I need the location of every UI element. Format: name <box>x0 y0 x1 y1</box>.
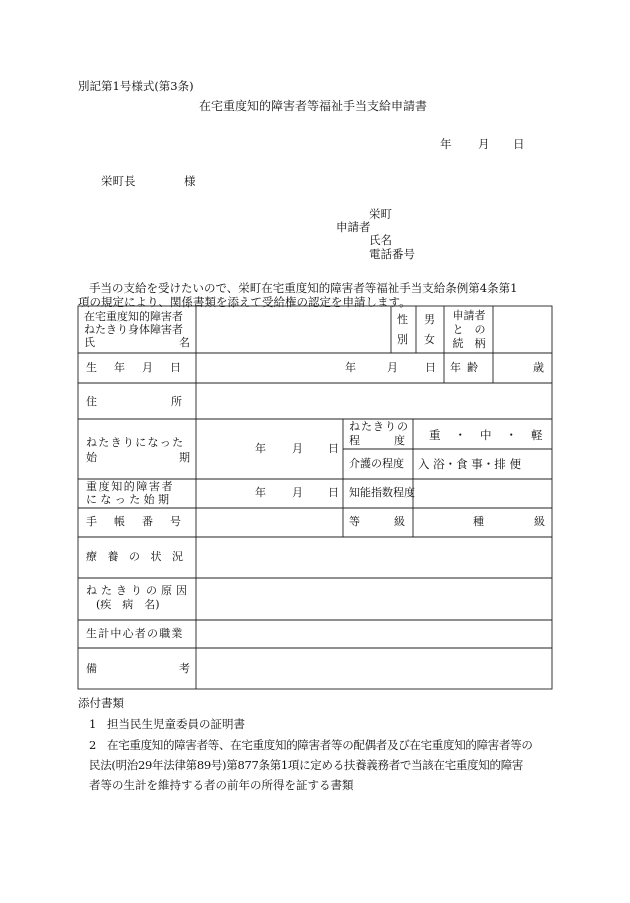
bedridden-start-day: 日 <box>328 442 339 455</box>
attachment-1-number: 1 <box>89 717 97 731</box>
addressee-honorific: 様 <box>184 174 196 188</box>
name-label-mei: 名 <box>179 336 190 349</box>
id-start-month: 月 <box>292 486 303 499</box>
bedridden-start-month: 月 <box>292 442 303 455</box>
sex-label-bottom: 別 <box>397 333 408 346</box>
iq-label: 知能指数程度 <box>349 486 415 499</box>
bedridden-start-year: 年 <box>255 442 266 455</box>
bedridden-start-label-1: ねたきりになった <box>86 436 185 449</box>
grade-unit: 級 <box>394 515 405 528</box>
care-level-label: 介護の程度 <box>349 457 404 470</box>
address-label-text: 住所 <box>86 395 256 408</box>
birth-year-label: 年 <box>345 361 356 374</box>
form-number: 別記第1号様式(第3条) <box>78 79 194 93</box>
remarks-label-2: 考 <box>179 662 190 675</box>
relation-input[interactable] <box>495 308 550 351</box>
degree-options[interactable]: 重・中・軽 <box>429 428 557 442</box>
cause-input[interactable] <box>198 580 550 618</box>
degree-label-3: 度 <box>394 434 405 447</box>
id-start-year: 年 <box>255 486 266 499</box>
attachment-2-number: 2 <box>89 738 97 752</box>
remarks-label-1: 備 <box>86 662 97 675</box>
bedridden-start-label-2: 始 <box>86 451 97 464</box>
attachment-2-line-3: 者等の生計を維持する者の前年の所得を証する書類 <box>89 778 354 792</box>
address-label <box>86 395 256 409</box>
attachment-2-line-1: 在宅重度知的障害者等、在宅重度知的障害者等の配偶者及び在宅重度知的障害者等の <box>107 738 533 752</box>
cause-label-2: (疾 病 名) <box>96 598 160 611</box>
form-title: 在宅重度知的障害者等福祉手当支給申請書 <box>199 99 428 113</box>
sex-option-female[interactable]: 女 <box>424 333 435 346</box>
applicant-name-label: 氏名 <box>369 233 392 247</box>
id-start-label-1: 重度知的障害者 <box>86 480 175 493</box>
id-start-day: 日 <box>328 486 339 499</box>
type-label: 種 <box>473 515 484 528</box>
degree-label-1: ねたきりの <box>349 420 409 433</box>
bedridden-start-label-3: 期 <box>179 451 190 464</box>
applicant-address-prefix: 栄町 <box>369 207 392 221</box>
age-unit: 歳 <box>533 361 544 374</box>
date-month-label: 月 <box>478 137 490 151</box>
name-input[interactable] <box>198 308 388 351</box>
applicant-phone-label: 電話番号 <box>369 247 415 261</box>
id-start-label-2: になった始期 <box>86 493 173 506</box>
birth-date-label <box>86 361 198 375</box>
sex-option-male[interactable]: 男 <box>424 313 435 326</box>
birth-month-label: 月 <box>387 361 398 374</box>
applicant-label: 申請者 <box>336 220 371 234</box>
notebook-number-label: 手帳番号 <box>86 515 198 528</box>
name-label-line-2: ねたきり身体障害者 <box>84 323 183 336</box>
addressee: 栄町長 <box>101 174 136 188</box>
attachment-2-line-2: 民法(明治29年法律第89号)第877条第1項に定める扶養義務者で当該在宅重度知的障害 <box>89 758 524 772</box>
cause-label-1: ねたきりの原因 <box>86 584 191 597</box>
care-status-label: 療養の状況 <box>86 550 194 563</box>
age-label: 年齢 <box>450 361 484 374</box>
date-day-label: 日 <box>513 137 525 151</box>
birth-day-label: 日 <box>425 361 436 374</box>
degree-label-2: 程 <box>349 434 360 447</box>
sex-label-top: 性 <box>397 313 408 326</box>
birth-date-label-text: 生年月日 <box>86 361 198 374</box>
relation-label-2: と の <box>452 323 486 336</box>
intro-line-2: 項の規定により、関係書類を添えて受給権の認定を申請します。 <box>78 295 411 309</box>
grade-label: 等 <box>349 515 360 528</box>
care-status-input[interactable] <box>198 539 550 576</box>
date-year-label: 年 <box>440 137 452 151</box>
intro-line-1: 手当の支給を受けたいので、栄町在宅重度知的障害者等福祉手当支給条例第4条第1 <box>89 281 518 295</box>
type-unit: 級 <box>534 515 545 528</box>
attachment-1-text: 担当民生児童委員の証明書 <box>107 717 245 731</box>
relation-label-1: 申請者 <box>452 309 486 322</box>
care-level-options[interactable]: 入 浴・食 事・排 便 <box>418 457 521 471</box>
application-form-table <box>78 306 557 689</box>
attachments-heading: 添付書類 <box>78 696 124 710</box>
earner-occupation-input[interactable] <box>198 622 550 646</box>
relation-label-3: 続 柄 <box>452 337 486 350</box>
earner-occupation-label: 生計中心者の職業 <box>86 627 184 640</box>
name-label-line-1: 在宅重度知的障害者 <box>84 310 183 323</box>
address-input[interactable] <box>198 385 550 417</box>
remarks-input[interactable] <box>198 650 550 687</box>
name-label-shi: 氏 <box>84 336 95 349</box>
